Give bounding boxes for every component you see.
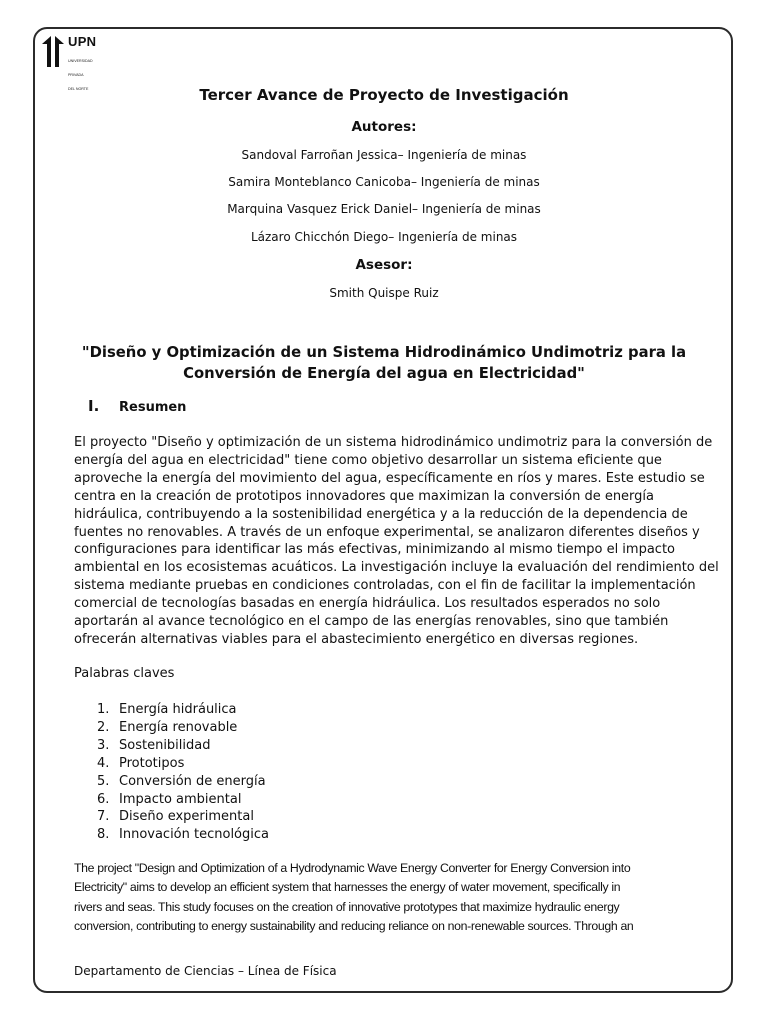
logo-subtitle: UNIVERSIDAD PRIVADA DEL NORTE xyxy=(68,59,93,91)
university-logo xyxy=(40,34,100,91)
keywords-list xyxy=(97,701,269,844)
document-title: Tercer Avance de Proyecto de Investigación xyxy=(199,86,569,104)
abstract-spanish: El proyecto "Diseño y optimización de un sistema hidrodinámico undimotriz para la conversión de energía del agua en electricidad" tiene como objetivo desarrollar un sistema eficiente que aproveche la energía del movimiento del agua, específicamente en ríos y mares. Este estudio se centra en la creación de prototipos innovadores que maximizan la conversión de energía hidráulica, contribuyendo a la sostenibilidad energética y a la reducción de la dependencia de fuentes no renovables. A través de un enfoque experimental, se analizaron diferentes diseños y configuraciones para identificar las más efectivas, minimizando al mismo tiempo el impacto ambiental en los ecosistemas acuáticos. La investigación incluye la evaluación del rendimiento del sistema mediante pruebas en condiciones controladas, con el fin de facilitar la implementación comercial de tecnologías basadas en energía hidráulica. Los resultados esperados no solo aportarán al avance tecnológico en el campo de las energías renovables, sino que también ofrecerán alternativas viables para el abastecimiento energético en diversas regiones. xyxy=(74,435,719,647)
authors-heading: Autores: xyxy=(351,119,417,135)
abstract-english: The project "Design and Optimization of a Hydrodynamic Wave Energy Converter for Energy Conversion into Electricity" aims to develop an efficient system that harnesses the energy of water movement, specifically in rivers and seas. This study focuses on the creation of innovative prototypes that maximize hydraulic energy conversion, contributing to energy sustainability and reducing reliance on non-renewable sources. Through an xyxy=(74,861,634,934)
list-item: 2. Energía renovable xyxy=(97,719,238,735)
advisor-heading: Asesor: xyxy=(355,257,413,273)
logo-text: UPN xyxy=(68,34,97,49)
list-item: 5. Conversión de energía xyxy=(97,773,266,789)
list-item: 7. Diseño experimental xyxy=(97,809,254,825)
list-item: 4. Prototipos xyxy=(97,755,185,771)
author-3: Marquina Vasquez Erick Daniel– Ingeniería de minas xyxy=(227,202,541,216)
upn-emblem-icon xyxy=(40,34,66,68)
page-footer: Departamento de Ciencias – Línea de Física xyxy=(74,964,337,978)
author-1: Sandoval Farroñan Jessica– Ingeniería de minas xyxy=(241,148,527,162)
author-2: Samira Monteblanco Canicoba– Ingeniería de minas xyxy=(228,175,540,189)
list-item: 3. Sostenibilidad xyxy=(97,737,211,753)
list-item: 8. Innovación tecnológica xyxy=(97,827,269,843)
project-title: "Diseño y Optimización de un Sistema Hidrodinámico Undimotriz para la Conversión de Energía del agua en Electricidad" xyxy=(81,344,687,382)
list-item: 6. Impacto ambiental xyxy=(97,791,242,807)
section-number: I. xyxy=(88,397,100,415)
list-item: 1. Energía hidráulica xyxy=(97,702,237,717)
advisor-name: Smith Quispe Ruiz xyxy=(329,286,439,300)
keywords-label: Palabras claves xyxy=(74,666,175,681)
section-label: Resumen xyxy=(119,400,187,415)
author-4: Lázaro Chicchón Diego– Ingeniería de minas xyxy=(250,230,518,244)
section-heading-resumen xyxy=(88,397,186,415)
